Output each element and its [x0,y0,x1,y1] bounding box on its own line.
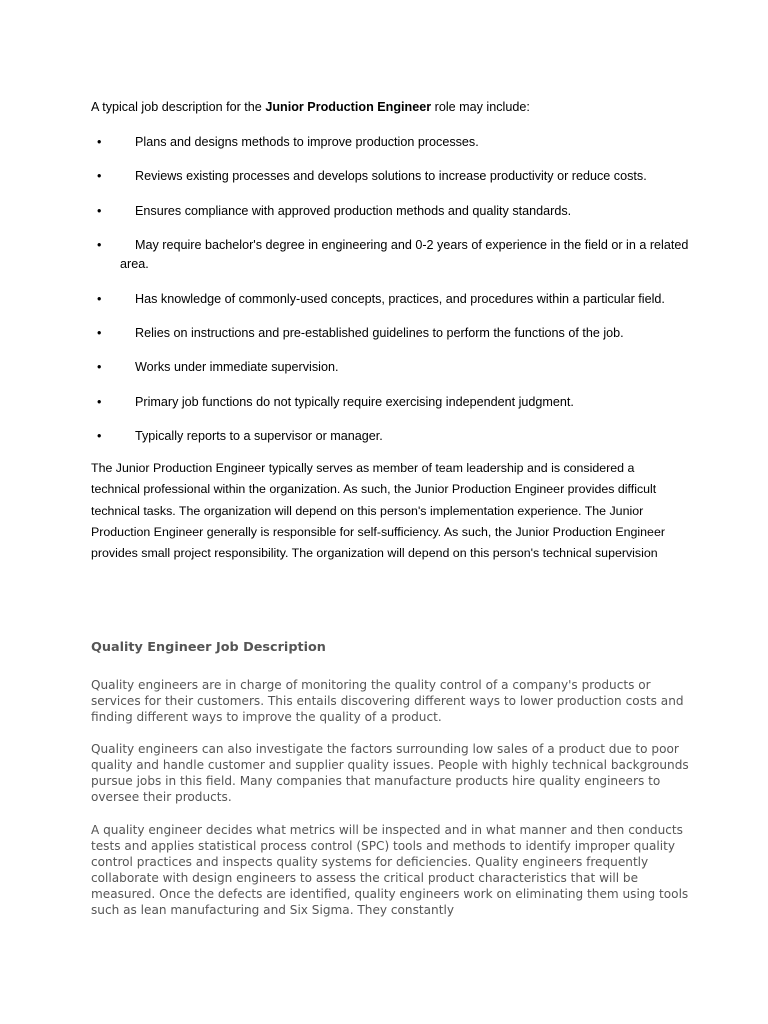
bullet-icon: • [97,360,102,375]
list-item [91,236,691,274]
intro-suffix: role may include: [431,100,530,114]
bullet-icon: • [97,325,102,340]
bullet-icon: • [97,169,102,184]
list-item-text: Reviews existing processes and develops solutions to increase productivity or reduce costs. [135,169,647,184]
list-item [91,133,691,152]
list-item [91,167,691,186]
bullet-icon: • [97,203,102,218]
intro-sentence [91,98,731,117]
list-item [91,393,691,412]
bullet-icon: • [97,135,102,149]
bullet-icon: • [97,394,102,409]
section-heading: Quality Engineer Job Description [91,640,326,655]
list-item-text: Works under immediate supervision. [135,360,339,375]
list-item-text: Relies on instructions and pre-established guidelines to perform the functions of the job. [135,325,624,340]
list-item-text: May require bachelor's degree in engineering and 0-2 years of experience in the field or in a related area. [120,238,689,272]
intro-role: Junior Production Engineer [265,100,432,114]
summary-paragraph: The Junior Production Engineer typically serves as member of team leadership and is considered a technical professional within the organization. As such, the Junior Production Engineer provides difficult technical tasks. The organization will depend on this person's implementation experience. The Junior Production Engineer generally is responsible for self-sufficiency. As such, the Junior Production Engineer provides small project responsibility. The organization will depend on this person's technical supervision [91,461,665,561]
list-item-text: Plans and designs methods to improve production processes. [135,135,479,149]
list-item [91,324,691,343]
bullet-icon: • [97,429,102,444]
list-item [91,202,691,221]
list-item [91,427,691,446]
list-item-text: Has knowledge of commonly-used concepts, practices, and procedures within a particular field. [135,291,665,306]
intro-prefix: A typical job description for the [91,100,266,114]
bullet-icon: • [97,291,102,306]
job-duties-list [91,133,691,462]
quality-paragraph-1: Quality engineers are in charge of monitoring the quality control of a company's products or services for their customers. This entails discovering different ways to lower production costs and finding different ways to improve the quality of a product. [91,678,684,724]
list-item [91,358,691,377]
list-item-text: Primary job functions do not typically require exercising independent judgment. [135,394,574,409]
list-item-text: Ensures compliance with approved production methods and quality standards. [135,203,572,218]
quality-paragraph-2: Quality engineers can also investigate the factors surrounding low sales of a product due to poor quality and handle customer and supplier quality issues. People with highly technical backgrounds pursue jobs in this field. Many companies that manufacture products hire quality engineers to oversee their products. [91,742,689,804]
bullet-icon: • [97,238,102,253]
list-item [91,290,691,309]
list-item-text: Typically reports to a supervisor or manager. [135,429,383,444]
quality-paragraph-3: A quality engineer decides what metrics will be inspected and in what manner and then conducts tests and applies statistical process control (SPC) tools and methods to identify improper quality control practices and inspects quality systems for deficiencies. Quality engineers frequently collaborate with design engineers to assess the critical product characteristics that will be measured. Once the defects are identified, quality engineers work on eliminating them using tools such as lean manufacturing and Six Sigma. They constantly [91,823,689,917]
